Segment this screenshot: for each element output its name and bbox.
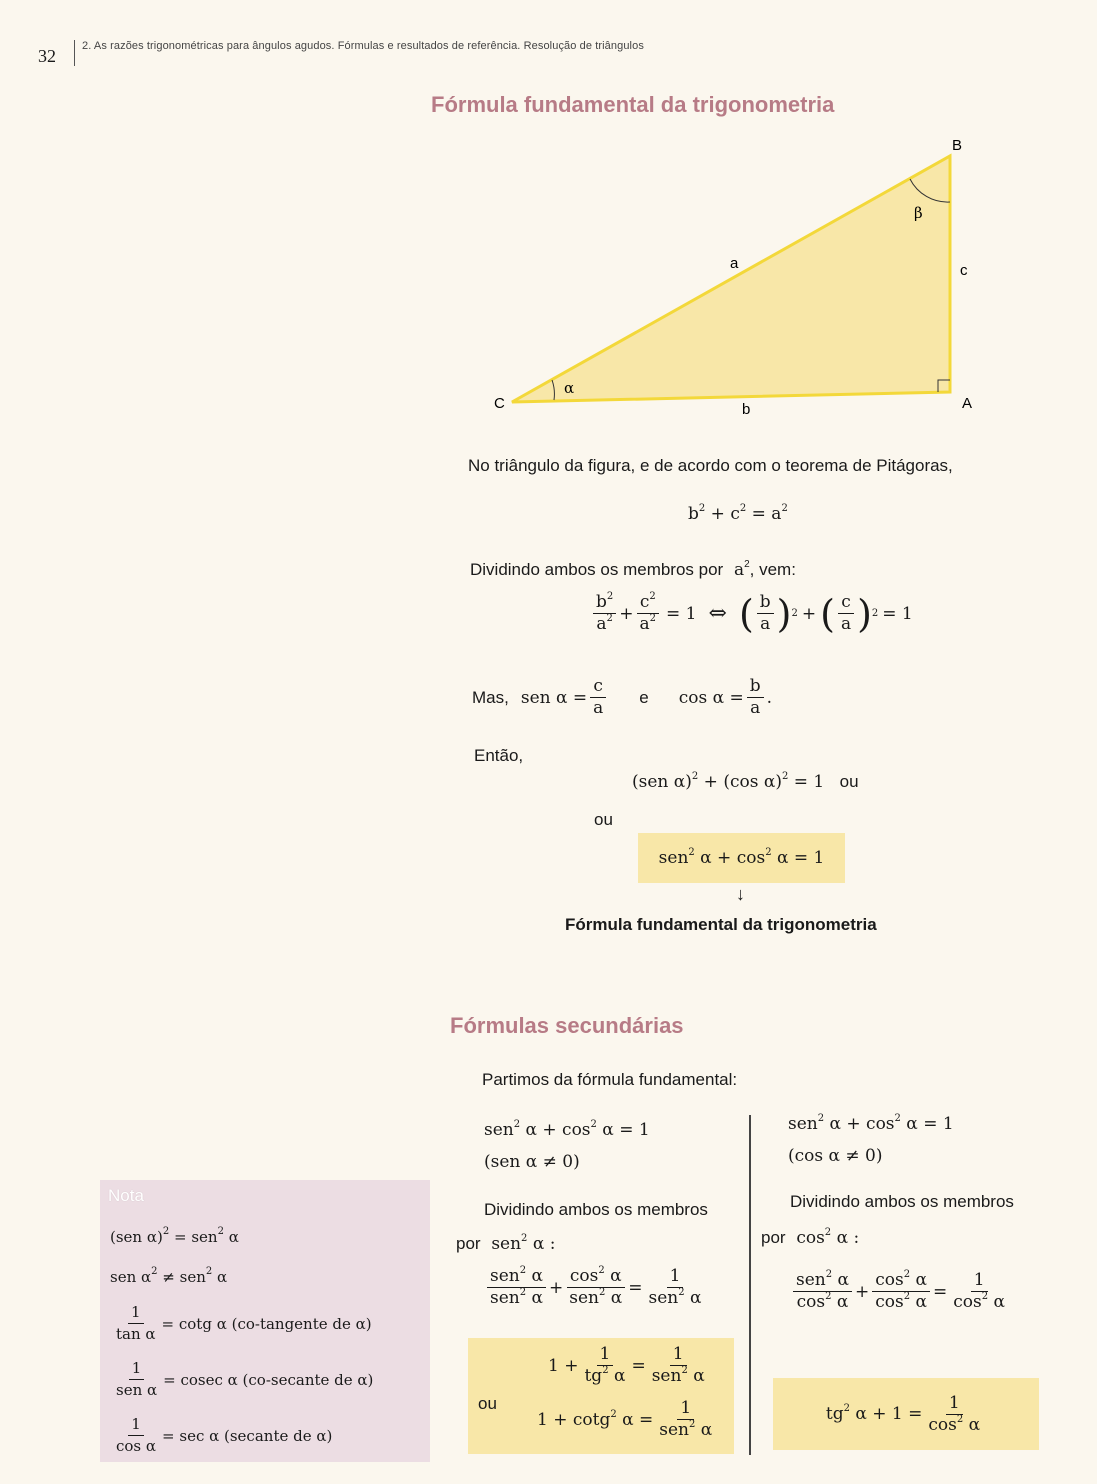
identity-parenthesized: (sen α)$^2$ + (cos α)$^2$ = 1 ou	[632, 771, 859, 792]
angle-alpha-label: α	[564, 379, 575, 397]
section-title-fundamental: Fórmula fundamental da trigonometria	[431, 92, 835, 117]
right-fundamental-formula: sen$^2$ $\alpha + \cos^2 \alpha = 1$	[788, 1113, 954, 1134]
pythagoras-intro: No triângulo da figura, e de acordo com o teorema de Pitágoras,	[468, 456, 953, 475]
right-triangle-figure	[480, 130, 1000, 430]
left-divide-line2: por sen$^2$ α :	[456, 1233, 556, 1254]
side-b-label: b	[742, 401, 751, 418]
left-condition: (sen α ≠ 0)	[484, 1152, 580, 1172]
ou-text: ou	[594, 810, 613, 829]
left-divided-equation: $\frac{sen^2 \alpha}{sen^2 \alpha}$ + $\frac{\cos^2 \alpha}{sen^2 \alpha}$ = $\frac{1}{sen^2 \alpha}$	[484, 1266, 708, 1309]
side-a-label: a	[730, 255, 739, 272]
left-result-formula-1: 1 + $\frac{1}{tg^2 \alpha}$ = $\frac{1}{sen^2 \alpha}$	[548, 1344, 705, 1386]
running-title: 2. As razões trigonométricas para ângulos agudos. Fórmulas e resultados de referência. Resolução de triângulos	[82, 40, 644, 52]
left-result-formula-2: 1 + cotg$^2$ α = $\frac{1}{sen^2 \alpha}$	[537, 1398, 713, 1440]
nota-line-1: (sen α)$^2$ = sen$^2$ α	[110, 1226, 239, 1246]
left-fundamental-formula: sen$^2$ $\alpha + \cos^2 \alpha = 1$	[484, 1119, 650, 1140]
right-condition: (cos α ≠ 0)	[788, 1146, 883, 1166]
down-arrow-icon: ↓	[736, 884, 745, 904]
nota-cosec: $\frac{1}{\text{sen α}}$ = cosec α (co-secante de α)	[116, 1359, 374, 1399]
trig-definitions: Mas, sen α = $\frac{c}{a}$ e cos α = $\frac{b}{a}$ .	[472, 676, 773, 718]
nota-cotg: $\frac{1}{\text{tan α}}$ = cotg α (co-tangente de α)	[116, 1303, 372, 1343]
fraction-c2-a2: $\frac{c^2}{a^2}$	[637, 592, 660, 635]
vertex-b-label: B	[952, 137, 963, 154]
secondary-intro: Partimos da fórmula fundamental:	[482, 1070, 738, 1089]
right-result-box: $tg^2$ α + 1 = $\frac{1}{\cos^2 \alpha}$	[773, 1378, 1039, 1450]
triangle-shape	[512, 156, 950, 402]
right-divide-line2: por $\cos^2 \alpha$ :	[761, 1227, 860, 1248]
nota-sec: $\frac{1}{\text{cos α}}$ = sec α (secante de α)	[116, 1415, 333, 1455]
pythagoras-equation: $b^2 + c^2 = a^2$	[688, 503, 788, 524]
vertex-c-label: C	[494, 395, 505, 412]
vertex-a-label: A	[962, 395, 973, 412]
section-title-secondary: Fórmulas secundárias	[450, 1013, 684, 1038]
fundamental-caption: Fórmula fundamental da trigonometria	[565, 915, 877, 934]
dividing-text: Dividindo ambos os membros por $a^2$, vem:	[470, 559, 796, 580]
fraction-b2-a2: $\frac{b^2}{a^2}$	[593, 592, 616, 635]
angle-beta-label: β	[914, 204, 923, 222]
header-divider	[74, 40, 75, 66]
page-number: 32	[38, 46, 56, 66]
fraction-c-a: $\frac{c}{a}$	[838, 592, 854, 635]
left-result-ou: ou	[478, 1394, 497, 1413]
divided-equation: $\frac{b^2}{a^2}$ + $\frac{c^2}{a^2}$ = 1 ⇔ ( $\frac{b}{a}$ ) 2 + ( $\frac{c}{a}$ ) 2 = 1	[590, 592, 913, 635]
right-divide-line1: Dividindo ambos os membros	[790, 1192, 1014, 1211]
fundamental-identity-box: sen$^2$ $\alpha + \cos^2 \alpha = 1$	[638, 833, 845, 883]
fraction-b-a: $\frac{b}{a}$	[757, 592, 774, 635]
nota-title: Nota	[108, 1186, 144, 1205]
entao-text: Então,	[474, 746, 524, 765]
side-c-label: c	[960, 262, 968, 279]
left-divide-line1: Dividindo ambos os membros	[484, 1200, 708, 1219]
column-divider	[749, 1115, 751, 1455]
nota-line-2: sen $\alpha^2 \ne sen^2$ α	[110, 1266, 228, 1286]
right-divided-equation: $\frac{sen^2 \alpha}{\cos^2 \alpha}$ + $\frac{\cos^2 \alpha}{\cos^2 \alpha}$ = $\frac{1}{\cos^2 \alpha}$	[790, 1270, 1011, 1313]
